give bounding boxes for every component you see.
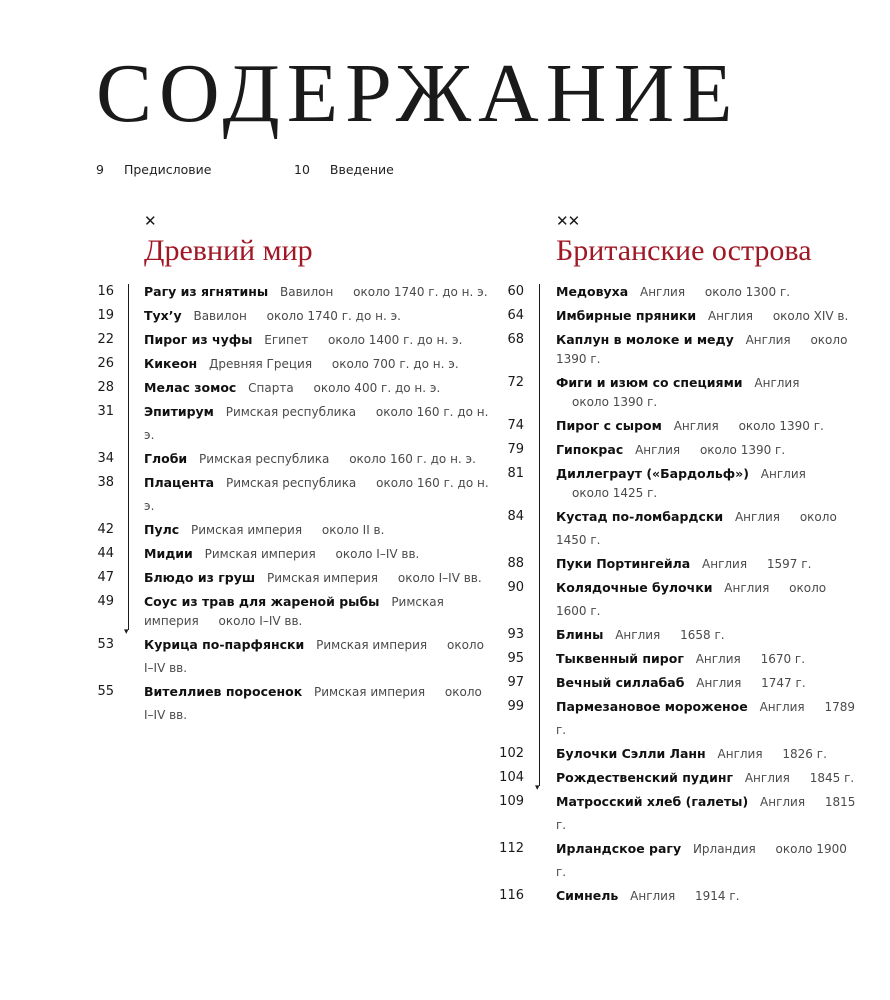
toc-entry-text bbox=[556, 837, 856, 884]
toc-entry[interactable] bbox=[0, 414, 890, 438]
toc-entry[interactable] bbox=[0, 837, 890, 884]
page-number: 64 bbox=[507, 308, 524, 323]
recipe-date: около I–IV вв. bbox=[335, 547, 420, 561]
recipe-meta bbox=[694, 557, 811, 571]
recipe-place: Англия bbox=[744, 771, 790, 785]
recipe-date: около 1300 г. bbox=[704, 285, 791, 299]
recipe-place: Англия bbox=[702, 557, 748, 571]
recipe-date: около 1390 г. bbox=[572, 395, 658, 409]
recipe-name: Кустад по-ломбардски bbox=[556, 509, 724, 524]
recipe-name: Колядочные булочки bbox=[556, 580, 713, 595]
toc-entry-label: Введение bbox=[329, 162, 394, 177]
recipe-place: Римская империя bbox=[144, 595, 444, 628]
recipe-place: Римская империя bbox=[204, 547, 316, 561]
recipe-date: около I–IV вв. bbox=[144, 638, 484, 675]
recipe-name: Пулс bbox=[144, 522, 180, 537]
page-number: 95 bbox=[507, 651, 524, 666]
recipe-date: около 1390 г. bbox=[556, 333, 848, 366]
page-number: 47 bbox=[97, 570, 114, 585]
page-number: 97 bbox=[507, 675, 524, 690]
page-number: 60 bbox=[507, 284, 524, 299]
toc-entry[interactable] bbox=[0, 552, 890, 576]
recipe-place: Англия bbox=[695, 652, 741, 666]
toc-list-british-isles bbox=[0, 280, 890, 908]
page-number: 74 bbox=[507, 418, 524, 433]
recipe-name: Фиги и изюм со специями bbox=[556, 375, 743, 390]
toc-entry-text bbox=[556, 766, 856, 790]
toc-entry[interactable] bbox=[0, 766, 890, 790]
recipe-place: Римская республика bbox=[225, 476, 357, 490]
page-number: 44 bbox=[97, 546, 114, 561]
toc-entry[interactable] bbox=[0, 576, 890, 623]
toc-entry[interactable] bbox=[0, 505, 890, 552]
recipe-meta bbox=[688, 676, 805, 690]
recipe-name: Блины bbox=[556, 627, 604, 642]
toc-entry-text bbox=[556, 742, 856, 766]
recipe-date: около 700 г. до н. э. bbox=[331, 357, 459, 371]
recipe-name: Пирог с сыром bbox=[556, 418, 662, 433]
toc-entry-introduction[interactable] bbox=[294, 162, 394, 177]
toc-entry[interactable] bbox=[0, 280, 890, 304]
toc-entry-text bbox=[556, 414, 856, 438]
page-number: 68 bbox=[507, 332, 524, 347]
recipe-place: Англия bbox=[673, 419, 719, 433]
toc-entry[interactable] bbox=[0, 462, 890, 505]
page-number: 9 bbox=[96, 162, 104, 177]
recipe-name: Соус из трав для жареной рыбы bbox=[144, 594, 380, 609]
recipe-name: Пуки Портингейла bbox=[556, 556, 691, 571]
recipe-name: Пармезановое мороженое bbox=[556, 699, 748, 714]
toc-entry-text bbox=[556, 790, 856, 837]
toc-entry-text bbox=[556, 552, 856, 576]
toc-entry[interactable] bbox=[0, 790, 890, 837]
recipe-date: 1747 г. bbox=[761, 676, 806, 690]
recipe-name: Глоби bbox=[144, 451, 188, 466]
page-number: 112 bbox=[499, 841, 524, 856]
recipe-name: Эпитирум bbox=[144, 404, 214, 419]
page-number: 81 bbox=[507, 466, 524, 481]
recipe-name: Рождественский пудинг bbox=[556, 770, 734, 785]
recipe-name: Диллеграут («Бардольф») bbox=[556, 466, 749, 481]
page-number: 22 bbox=[97, 332, 114, 347]
recipe-date: 1658 г. bbox=[680, 628, 725, 642]
recipe-date: около I–IV вв. bbox=[218, 614, 303, 628]
recipe-name: Медовуха bbox=[556, 284, 629, 299]
recipe-date: 1670 г. bbox=[760, 652, 806, 666]
recipe-name: Булочки Сэлли Ланн bbox=[556, 746, 706, 761]
recipe-name: Матросский хлеб (галеты) bbox=[556, 794, 749, 809]
toc-entry[interactable] bbox=[0, 671, 890, 695]
toc-entry[interactable] bbox=[0, 328, 890, 371]
recipe-place: Англия bbox=[639, 285, 686, 299]
recipe-date: около 1425 г. bbox=[572, 486, 658, 500]
toc-entry-text bbox=[556, 884, 856, 908]
recipe-place: Римская империя bbox=[266, 571, 379, 585]
recipe-date: около 1390 г. bbox=[738, 419, 824, 433]
recipe-date: около 1600 г. bbox=[556, 581, 827, 618]
page-number: 26 bbox=[97, 356, 114, 371]
recipe-meta bbox=[688, 652, 805, 666]
recipe-name: Блюдо из груш bbox=[144, 570, 256, 585]
recipe-place: Англия bbox=[754, 376, 800, 390]
recipe-date: около XIV в. bbox=[772, 309, 849, 323]
recipe-place: Спарта bbox=[248, 381, 294, 395]
recipe-date: 1914 г. bbox=[695, 889, 740, 903]
recipe-place: Ирландия bbox=[692, 842, 756, 856]
recipe-place: Англия bbox=[696, 676, 742, 690]
recipe-place: Англия bbox=[615, 628, 661, 642]
recipe-date: около I–IV вв. bbox=[144, 685, 482, 722]
recipe-place: Римская республика bbox=[199, 452, 330, 466]
recipe-date: около 1740 г. до н. э. bbox=[266, 309, 401, 323]
recipe-meta bbox=[700, 309, 848, 323]
recipe-meta bbox=[627, 443, 785, 457]
section-title-british-isles: Британские острова bbox=[556, 234, 812, 267]
page-number: 10 bbox=[294, 162, 310, 177]
recipe-date: около 1740 г. до н. э. bbox=[353, 285, 488, 299]
recipe-place: Англия bbox=[717, 747, 763, 761]
section-ornament-icon: ✕ bbox=[144, 212, 156, 230]
recipe-date: 1845 г. bbox=[809, 771, 855, 785]
page-number: 19 bbox=[97, 308, 114, 323]
page-number: 38 bbox=[97, 475, 114, 490]
page-number: 34 bbox=[97, 451, 114, 466]
recipe-name: Ирландское рагу bbox=[556, 841, 682, 856]
toc-entry-foreword[interactable] bbox=[96, 162, 211, 177]
recipe-date: 1826 г. bbox=[782, 747, 827, 761]
toc-entry-text bbox=[556, 438, 856, 462]
toc-entry[interactable] bbox=[0, 304, 890, 328]
recipe-name: Мидии bbox=[144, 546, 193, 561]
page-number: 49 bbox=[97, 594, 114, 609]
toc-entry[interactable] bbox=[0, 438, 890, 462]
recipe-place: Египет bbox=[264, 333, 309, 347]
recipe-name: Курица по-парфянски bbox=[144, 637, 305, 652]
page-number: 72 bbox=[507, 375, 524, 390]
toc-entry-text bbox=[556, 464, 856, 503]
recipe-place: Римская империя bbox=[316, 638, 428, 652]
recipe-name: Тыквенный пирог bbox=[556, 651, 684, 666]
recipe-meta bbox=[666, 419, 824, 433]
page-number: 55 bbox=[97, 684, 114, 699]
toc-entry[interactable] bbox=[0, 884, 890, 908]
toc-entry[interactable] bbox=[0, 742, 890, 766]
page-number: 102 bbox=[499, 746, 524, 761]
recipe-name: Гипокрас bbox=[556, 442, 624, 457]
recipe-name: Рагу из ягнятины bbox=[144, 284, 269, 299]
toc-entry-text bbox=[556, 330, 856, 369]
recipe-place: Древняя Греция bbox=[209, 357, 313, 371]
recipe-place: Англия bbox=[760, 467, 806, 481]
recipe-place: Римская империя bbox=[191, 523, 303, 537]
recipe-name: Тух’у bbox=[144, 308, 182, 323]
toc-entry[interactable] bbox=[0, 623, 890, 647]
recipe-date: 1815 г. bbox=[556, 795, 856, 832]
toc-entry[interactable] bbox=[0, 647, 890, 671]
recipe-place: Вавилон bbox=[193, 309, 247, 323]
section-title-ancient-world: Древний мир bbox=[144, 234, 313, 267]
page-number: 88 bbox=[507, 556, 524, 571]
recipe-name: Симнель bbox=[556, 888, 619, 903]
recipe-name: Плацента bbox=[144, 475, 215, 490]
rule-arrow-icon: ▾ bbox=[535, 783, 540, 793]
page-number: 28 bbox=[97, 380, 114, 395]
recipe-date: около 160 г. до н. э. bbox=[144, 476, 489, 513]
toc-entry-text bbox=[556, 505, 856, 552]
recipe-meta bbox=[710, 747, 827, 761]
recipe-place: Вавилон bbox=[280, 285, 334, 299]
recipe-place: Англия bbox=[760, 795, 806, 809]
recipe-place: Римская империя bbox=[314, 685, 426, 699]
rule-arrow-icon: ▾ bbox=[124, 627, 129, 637]
recipe-date: около 1900 г. bbox=[556, 842, 847, 879]
recipe-name: Вечный силлабаб bbox=[556, 675, 685, 690]
recipe-place: Англия bbox=[745, 333, 791, 347]
recipe-date: около 1400 г. до н. э. bbox=[328, 333, 463, 347]
page-number: 31 bbox=[97, 404, 114, 419]
page-number: 99 bbox=[507, 699, 524, 714]
page-number: 42 bbox=[97, 522, 114, 537]
page-number: 90 bbox=[507, 580, 524, 595]
recipe-place: Англия bbox=[630, 889, 676, 903]
recipe-meta bbox=[737, 771, 854, 785]
toc-entry-label: Предисловие bbox=[123, 162, 212, 177]
toc-entry-text bbox=[556, 623, 856, 647]
toc-entry[interactable] bbox=[0, 371, 890, 414]
page-number: 79 bbox=[507, 442, 524, 457]
recipe-date: 1789 г. bbox=[556, 700, 855, 737]
recipe-place: Англия bbox=[724, 581, 770, 595]
recipe-date: 1597 г. bbox=[766, 557, 812, 571]
toc-entry-text bbox=[556, 576, 856, 623]
page-number: 116 bbox=[499, 888, 524, 903]
recipe-meta bbox=[632, 285, 790, 299]
page-number: 93 bbox=[507, 627, 524, 642]
recipe-meta bbox=[607, 628, 724, 642]
recipe-date: около 160 г. до н. э. bbox=[144, 405, 489, 442]
recipe-date: около I–IV вв. bbox=[397, 571, 482, 585]
toc-entry-text bbox=[556, 373, 856, 412]
section-ornament-icon: ✕✕ bbox=[556, 212, 580, 230]
recipe-name: Кикеон bbox=[144, 356, 198, 371]
recipe-name: Вителлиев поросенок bbox=[144, 684, 303, 699]
recipe-date: около 1450 г. bbox=[556, 510, 837, 547]
toc-entry[interactable] bbox=[0, 695, 890, 742]
recipe-place: Англия bbox=[707, 309, 754, 323]
page-number: 53 bbox=[97, 637, 114, 652]
page-number: 84 bbox=[507, 509, 524, 524]
page-number: 104 bbox=[499, 770, 524, 785]
page-number: 16 bbox=[97, 284, 114, 299]
toc-entry-text bbox=[556, 695, 856, 742]
recipe-date: около 1390 г. bbox=[699, 443, 786, 457]
recipe-name: Каплун в молоке и меду bbox=[556, 332, 734, 347]
recipe-date: около II в. bbox=[321, 523, 385, 537]
recipe-meta bbox=[622, 889, 739, 903]
recipe-place: Англия bbox=[759, 700, 805, 714]
recipe-place: Римская республика bbox=[225, 405, 357, 419]
recipe-name: Пирог из чуфы bbox=[144, 332, 253, 347]
recipe-place: Англия bbox=[734, 510, 781, 524]
page-title: СОДЕРЖАНИЕ bbox=[96, 47, 740, 140]
recipe-date: около 400 г. до н. э. bbox=[313, 381, 441, 395]
recipe-place: Англия bbox=[635, 443, 681, 457]
page-number: 109 bbox=[499, 794, 524, 809]
recipe-name: Мелас зомос bbox=[144, 380, 237, 395]
toc-entry-text bbox=[556, 280, 856, 304]
toc-entry-text bbox=[556, 647, 856, 671]
recipe-date: около 160 г. до н. э. bbox=[349, 452, 476, 466]
recipe-name: Имбирные пряники bbox=[556, 308, 697, 323]
toc-entry-text bbox=[556, 304, 856, 328]
toc-entry-text bbox=[556, 671, 856, 695]
